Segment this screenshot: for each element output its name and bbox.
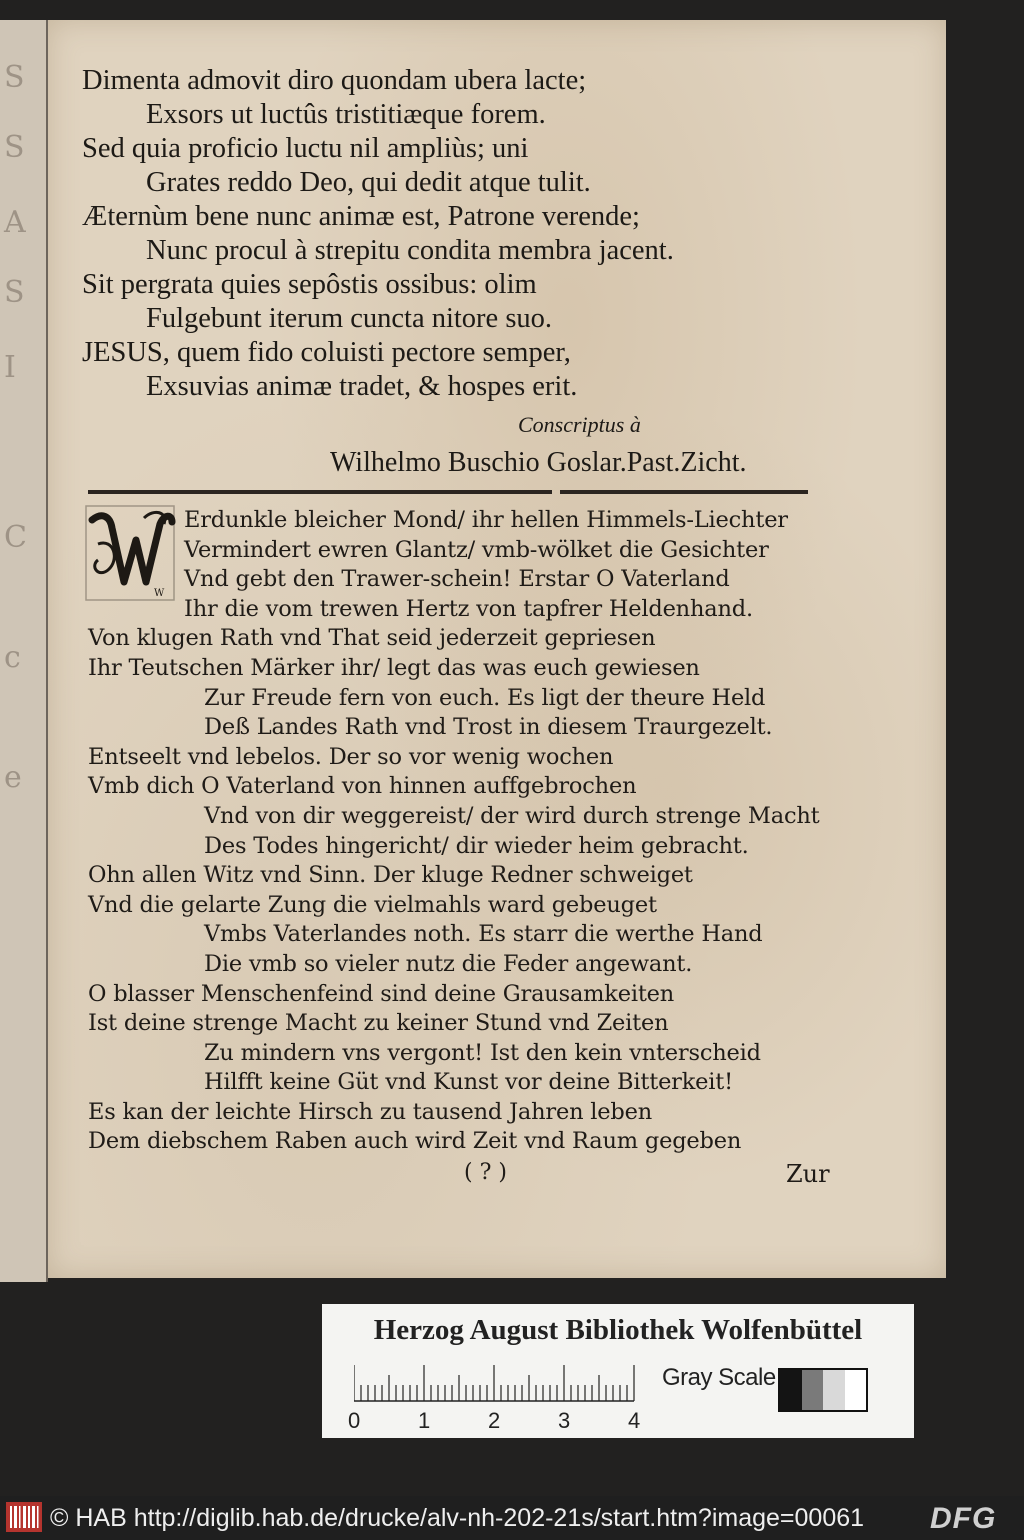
german-poem-line: Dem diebschem Raben auch wird Zeit vnd Raum gegeben bbox=[88, 1128, 742, 1155]
ruler-number: 3 bbox=[558, 1408, 571, 1433]
ruler-number: 0 bbox=[348, 1408, 361, 1433]
gray-scale-label: Gray Scale bbox=[662, 1364, 776, 1391]
german-poem-line: Vermindert ewren Glantz/ vmb-wölket die Gesichter bbox=[184, 536, 769, 563]
ruler-number: 1 bbox=[418, 1408, 431, 1433]
latin-poem-line: Dimenta admovit diro quondam ubera lacte; bbox=[82, 65, 587, 96]
german-poem-line: Ist deine strenge Macht zu keiner Stund vnd Zeiten bbox=[88, 1010, 669, 1037]
adjacent-page-mark: e bbox=[4, 760, 22, 795]
latin-poem-line: Nunc procul à strepitu condita membra jacent. bbox=[146, 235, 674, 266]
ruler-number: 2 bbox=[488, 1408, 501, 1433]
adjacent-page-mark: A bbox=[4, 205, 26, 240]
gray-swatch bbox=[845, 1370, 867, 1410]
german-poem-line: Vnd von dir weggereist/ der wird durch strenge Macht bbox=[204, 802, 820, 829]
german-poem-line: O blasser Menschenfeind sind deine Grausamkeiten bbox=[88, 980, 675, 1007]
german-poem-line: Zu mindern vns vergont! Ist den kein vnterscheid bbox=[204, 1039, 761, 1066]
german-poem-line: Hilfft keine Güt vnd Kunst vor deine Bitterkeit! bbox=[204, 1069, 733, 1096]
catchword: Zur bbox=[786, 1160, 830, 1188]
latin-poem-line: Æternùm bene nunc animæ est, Patrone verende; bbox=[82, 201, 640, 232]
german-poem-line: Des Todes hingericht/ dir wieder heim gebracht. bbox=[204, 832, 749, 859]
section-divider bbox=[88, 490, 552, 494]
latin-poem-line: JESUS, quem fido coluisti pectore semper, bbox=[82, 337, 571, 368]
latin-poem-line: Exsors ut luctûs tristitiæque forem. bbox=[146, 99, 546, 130]
gray-scale-swatches bbox=[778, 1368, 868, 1412]
latin-poem-line: Sit pergrata quies sepôstis ossibus: olim bbox=[82, 269, 537, 300]
latin-poem-line: Sed quia proficio luctu nil ampliùs; uni bbox=[82, 133, 529, 164]
section-divider bbox=[560, 490, 808, 494]
german-poem-line: Ohn allen Witz vnd Sinn. Der kluge Redner schweiget bbox=[88, 862, 693, 889]
german-poem-line: Ihr die vom trewen Hertz von tapfrer Heldenhand. bbox=[184, 595, 753, 622]
german-poem-line: Von klugen Rath vnd That seid jederzeit gepriesen bbox=[88, 625, 656, 652]
adjacent-page-edge bbox=[0, 20, 48, 1282]
calibration-card bbox=[322, 1304, 914, 1438]
german-poem-line: Die vmb so vieler nutz die Feder angewant. bbox=[204, 950, 693, 977]
signature-mark: ( ? ) bbox=[464, 1160, 507, 1185]
attribution-author: Wilhelmo Buschio Goslar.Past.Zicht. bbox=[330, 447, 747, 478]
library-name: Herzog August Bibliothek Wolfenbüttel bbox=[373, 1314, 863, 1346]
ruler-numbers bbox=[348, 1408, 668, 1436]
footer-bar bbox=[0, 1496, 1024, 1540]
latin-poem bbox=[82, 64, 842, 404]
german-poem-line: Vnd die gelarte Zung die vielmahls ward gebeuget bbox=[88, 891, 657, 918]
ruler-number: 4 bbox=[628, 1408, 641, 1433]
attribution-label: Conscriptus à bbox=[518, 412, 641, 437]
gray-swatch bbox=[780, 1370, 802, 1410]
german-poem-line: Entseelt vnd lebelos. Der so vor wenig wochen bbox=[88, 743, 614, 770]
german-poem-line: Deß Landes Rath vnd Trost in diesem Traurgezelt. bbox=[204, 714, 773, 741]
document-page bbox=[48, 20, 946, 1278]
drop-cap-letter: W bbox=[154, 588, 165, 599]
german-poem-line: Vnd gebt den Trawer-schein! Erstar O Vaterland bbox=[184, 566, 730, 593]
adjacent-page-mark: I bbox=[4, 350, 16, 385]
german-poem-line: Ihr Teutschen Märker ihr/ legt das was euch gewiesen bbox=[88, 654, 700, 681]
gray-swatch bbox=[823, 1370, 845, 1410]
source-url[interactable]: © HAB http://diglib.hab.de/drucke/alv-nh-202-21s/start.htm?image=00061 bbox=[50, 1504, 865, 1532]
adjacent-page-mark: S bbox=[4, 275, 25, 310]
german-poem-line: Vmbs Vaterlandes noth. Es starr die werthe Hand bbox=[204, 921, 763, 948]
german-poem bbox=[88, 506, 848, 1157]
dfg-logo: DFG bbox=[930, 1502, 997, 1535]
ruler-scale bbox=[354, 1362, 644, 1402]
german-poem-line: Es kan der leichte Hirsch zu tausend Jahren leben bbox=[88, 1098, 653, 1125]
adjacent-page-mark: S bbox=[4, 130, 25, 165]
adjacent-page-mark: c bbox=[4, 640, 21, 675]
latin-poem-line: Fulgebunt iterum cuncta nitore suo. bbox=[146, 303, 553, 334]
latin-poem-line: Grates reddo Deo, qui dedit atque tulit. bbox=[146, 167, 591, 198]
german-poem-line: Erdunkle bleicher Mond/ ihr hellen Himmels-Liechter bbox=[184, 507, 788, 533]
barcode-icon bbox=[6, 1502, 42, 1532]
adjacent-page-mark: C bbox=[4, 520, 27, 555]
german-poem-line: Vmb dich O Vaterland von hinnen auffgebrochen bbox=[88, 773, 637, 800]
gray-swatch bbox=[802, 1370, 824, 1410]
adjacent-page-mark: S bbox=[4, 60, 25, 95]
german-poem-line: Zur Freude fern von euch. Es ligt der theure Held bbox=[204, 684, 766, 711]
latin-poem-line: Exsuvias animæ tradet, & hospes erit. bbox=[146, 371, 578, 402]
